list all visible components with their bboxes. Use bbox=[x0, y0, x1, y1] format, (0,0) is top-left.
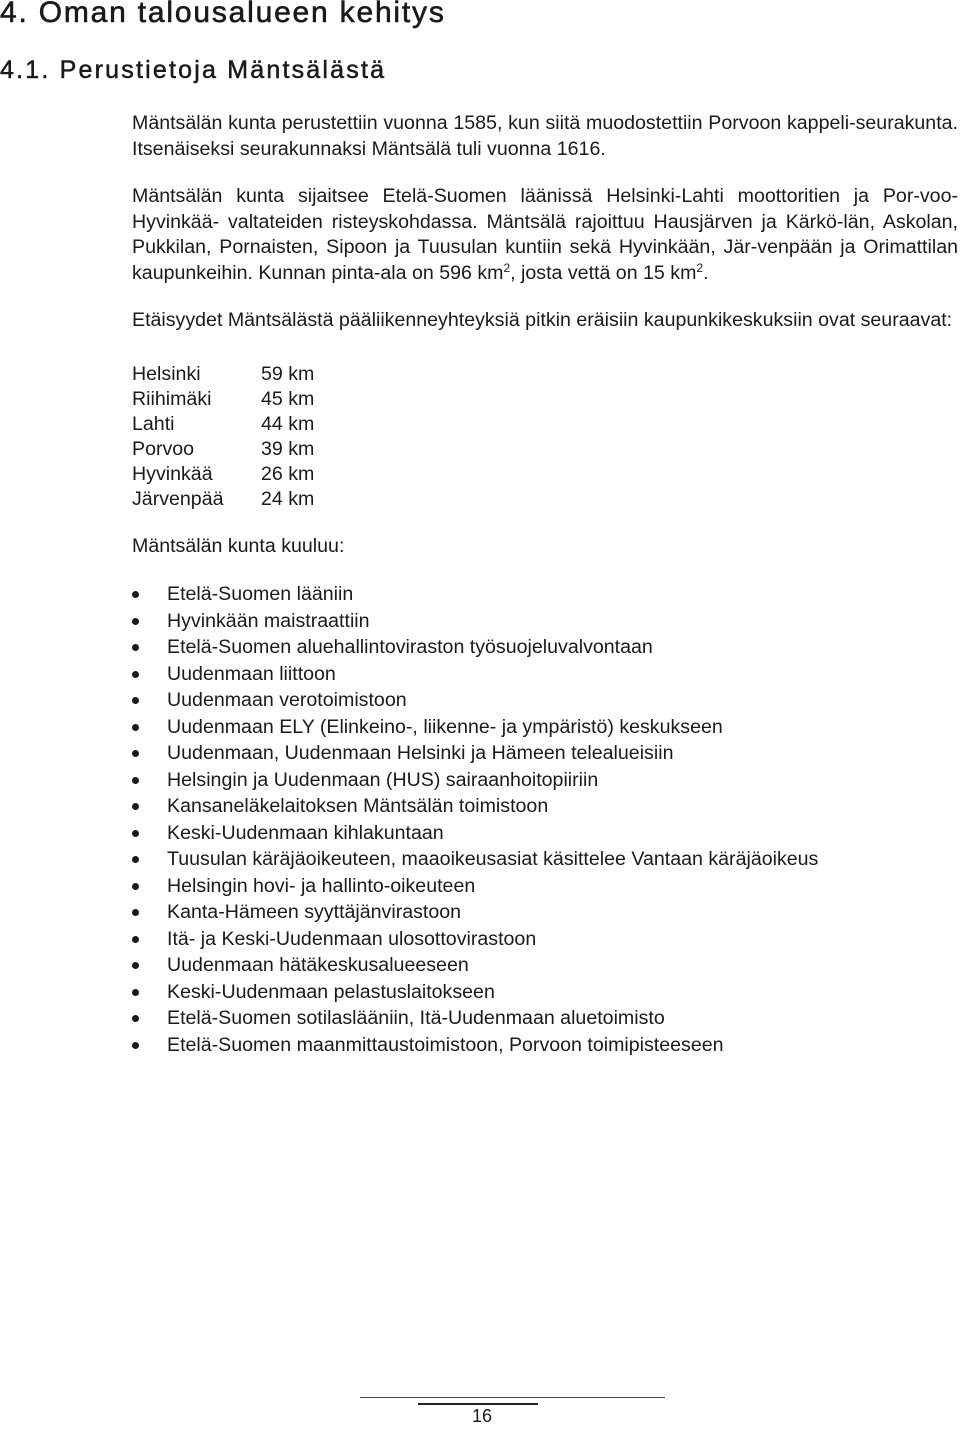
list-item-text: Kansaneläkelaitoksen Mäntsälän toimistoon bbox=[167, 795, 549, 817]
bullet-icon bbox=[132, 803, 139, 810]
list-item bbox=[132, 634, 958, 661]
superscript-squared-2: 2 bbox=[696, 260, 704, 275]
list-item-text: Etelä-Suomen sotilaslääniin, Itä-Uudenmaan aluetoimisto bbox=[167, 1007, 665, 1029]
list-item bbox=[132, 899, 958, 926]
list-item bbox=[132, 793, 958, 820]
distance-row bbox=[132, 462, 314, 487]
bullet-icon bbox=[132, 1015, 139, 1022]
list-item-text: Keski-Uudenmaan pelastuslaitokseen bbox=[167, 980, 495, 1003]
distance-value: 59 km bbox=[261, 362, 315, 385]
list-item-text: Kanta-Hämeen syyttäjänvirastoon bbox=[167, 901, 462, 923]
bullet-icon bbox=[132, 777, 139, 784]
list-item bbox=[132, 926, 958, 953]
list-item-text: Keski-Uudenmaan kihlakuntaan bbox=[167, 821, 444, 844]
list-item bbox=[132, 608, 958, 635]
bullet-icon bbox=[132, 671, 139, 678]
paragraph-location-text: Mäntsälän kunta sijaitsee Etelä-Suomen läänissä Helsinki-Lahti moottoritien ja Por-voo-Hyvinkää- valtateiden risteyskohdassa. Mäntsälä rajoittuu Hausjärven ja Kärkö-län, Askolan, Pukkilan, Pornaisten, Sipoon ja Tuusulan kuntiin sekä Hyvinkään, Jär-venpään ja Orimattilan kaupunkeihin. Kunnan pinta-ala on 596 km bbox=[132, 185, 958, 284]
list-item-text: Uudenmaan ELY (Elinkeino-, liikenne- ja ympäristö) keskukseen bbox=[167, 715, 723, 738]
distance-place: Lahti bbox=[132, 412, 175, 435]
paragraph-history: Mäntsälän kunta perustettiin vuonna 1585, kun siitä muodostettiin Porvoon kappeli-seurakunta. Itsenäiseksi seurakunnaksi Mäntsälä tuli vuonna 1616. bbox=[132, 112, 958, 160]
footer-rule bbox=[360, 1397, 665, 1398]
list-item bbox=[132, 820, 958, 847]
distance-value: 45 km bbox=[261, 387, 315, 410]
list-item-text: Etelä-Suomen maanmittaustoimistoon, Porvoon toimipisteeseen bbox=[167, 1033, 724, 1056]
list-item bbox=[132, 740, 958, 767]
paragraph-location-text-2: , josta vettä on 15 km bbox=[510, 261, 697, 284]
list-item-text: Itä- ja Keski-Uudenmaan ulosottovirastoon bbox=[167, 927, 537, 950]
list-item bbox=[132, 661, 958, 688]
list-item-text: Etelä-Suomen aluehallintoviraston työsuojeluvalvontaan bbox=[167, 636, 653, 658]
bullet-icon bbox=[132, 830, 139, 837]
bullet-icon bbox=[132, 644, 139, 651]
list-item bbox=[132, 767, 958, 794]
paragraph-location bbox=[132, 184, 958, 286]
distance-value: 26 km bbox=[261, 462, 315, 485]
distance-row bbox=[132, 412, 314, 437]
distance-row bbox=[132, 437, 314, 462]
distance-place: Porvoo bbox=[132, 437, 195, 460]
list-item bbox=[132, 979, 958, 1006]
superscript-squared: 2 bbox=[503, 260, 511, 275]
bullet-icon bbox=[132, 962, 139, 969]
bullet-icon bbox=[132, 591, 139, 598]
bullet-icon bbox=[132, 936, 139, 943]
footer-rule-short bbox=[418, 1403, 538, 1405]
list-item bbox=[132, 714, 958, 741]
bullet-icon bbox=[132, 883, 139, 890]
paragraph-location-text-3: . bbox=[703, 261, 709, 284]
distance-place: Hyvinkää bbox=[132, 462, 213, 485]
page-number-text: 16 bbox=[471, 1406, 493, 1426]
list-item-text: Hyvinkään maistraattiin bbox=[167, 609, 370, 632]
list-item bbox=[132, 873, 958, 900]
list-item-text: Uudenmaan hätäkeskusalueeseen bbox=[167, 954, 469, 976]
distance-row bbox=[132, 487, 314, 512]
section-heading: 4.1. Perustietoja Mäntsälästä bbox=[0, 56, 387, 84]
list-item-text: Uudenmaan, Uudenmaan Helsinki ja Hämeen telealueisiin bbox=[167, 742, 674, 764]
bullet-icon bbox=[132, 697, 139, 704]
distance-place: Järvenpää bbox=[132, 487, 224, 510]
distance-value: 44 km bbox=[261, 412, 315, 435]
bullet-icon bbox=[132, 909, 139, 916]
list-item bbox=[132, 581, 958, 608]
list-item-text: Uudenmaan liittoon bbox=[167, 662, 336, 685]
list-item-text: Helsingin hovi- ja hallinto-oikeuteen bbox=[167, 874, 476, 897]
distance-row bbox=[132, 387, 314, 412]
distance-place: Riihimäki bbox=[132, 387, 212, 410]
distance-value: 39 km bbox=[261, 437, 315, 460]
document-body bbox=[132, 111, 958, 1058]
distance-value: 24 km bbox=[261, 487, 315, 510]
list-item-text: Etelä-Suomen lääniin bbox=[167, 583, 354, 605]
bullet-icon bbox=[132, 618, 139, 625]
distance-place: Helsinki bbox=[132, 362, 201, 385]
distance-row bbox=[132, 362, 314, 387]
list-item-text: Helsingin ja Uudenmaan (HUS) sairaanhoitopiiriin bbox=[167, 768, 599, 791]
list-item bbox=[132, 1005, 958, 1032]
list-item-text: Uudenmaan verotoimistoon bbox=[167, 689, 407, 711]
list-item bbox=[132, 687, 958, 714]
bullet-icon bbox=[132, 750, 139, 757]
page-number bbox=[0, 1406, 960, 1427]
list-item bbox=[132, 1032, 958, 1059]
list-item bbox=[132, 846, 958, 873]
bullet-icon bbox=[132, 724, 139, 731]
list-item-text: Tuusulan käräjäoikeuteen, maaoikeusasiat käsittelee Vantaan käräjäoikeus bbox=[167, 848, 819, 870]
distance-table bbox=[132, 362, 314, 512]
belongs-list bbox=[132, 581, 958, 1058]
bullet-icon bbox=[132, 989, 139, 996]
chapter-heading: 4. Oman talousalueen kehitys bbox=[0, 0, 446, 29]
bullet-icon bbox=[132, 1042, 139, 1049]
belongs-title: Mäntsälän kunta kuuluu: bbox=[132, 534, 345, 557]
list-item bbox=[132, 952, 958, 979]
paragraph-distances-intro: Etäisyydet Mäntsälästä pääliikenneyhteyksiä pitkin eräisiin kaupunkikeskuksiin ovat seuraavat: bbox=[132, 309, 953, 331]
bullet-icon bbox=[132, 856, 139, 863]
